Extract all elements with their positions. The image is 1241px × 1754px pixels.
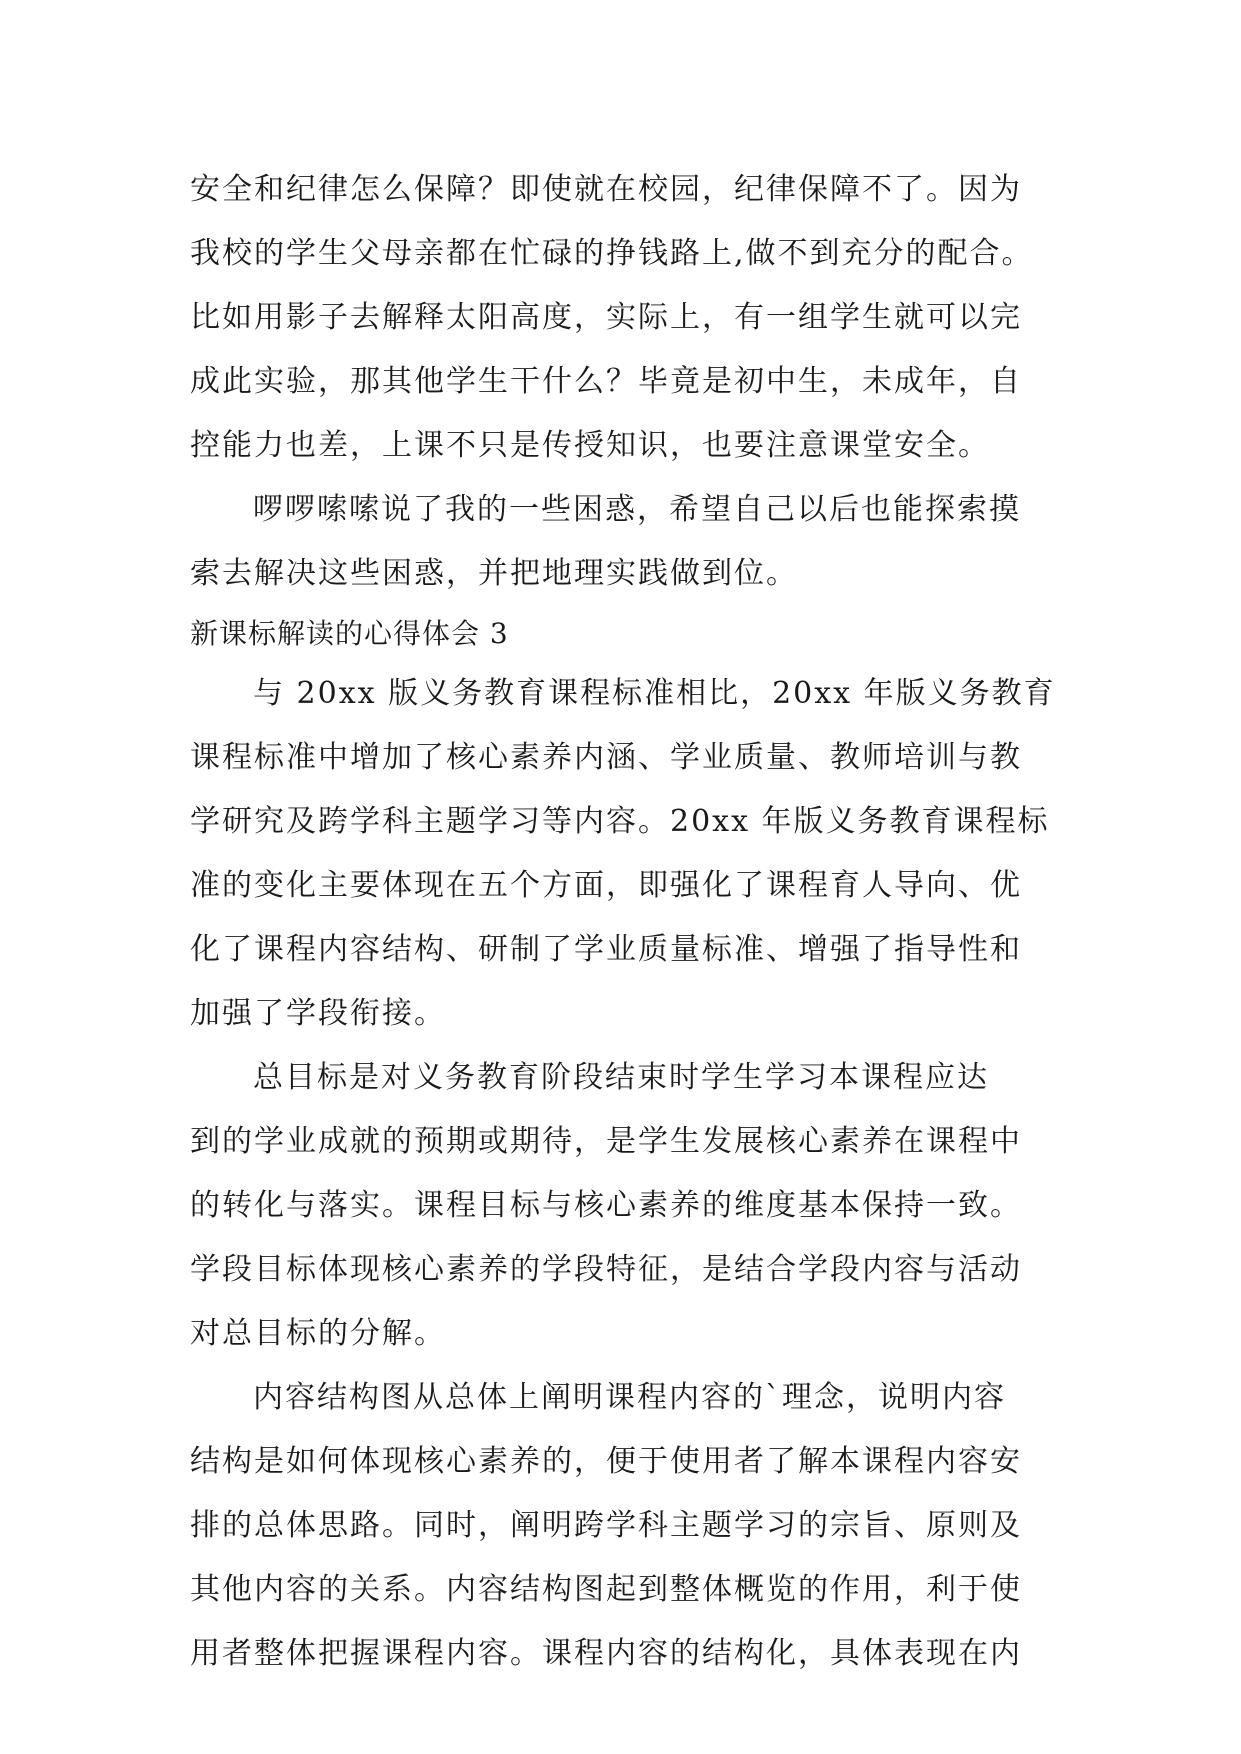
text-line: 课程标准中增加了核心素养内涵、学业质量、教师培训与教 [190, 740, 1022, 775]
paragraph-4 [190, 1046, 1090, 1366]
text-line: 我校的学生父母亲都在忙碌的挣钱路上,做不到充分的配合。 [190, 236, 1034, 271]
text-line: 索去解决这些困惑，并把地理实践做到位。 [190, 556, 798, 591]
paragraph-1 [190, 158, 1090, 478]
text-line: 加强了学段衔接。 [190, 996, 446, 1031]
section-heading: 新课标解读的心得体会 3 [190, 617, 509, 650]
text-line: 与 20xx 版义务教育课程标准相比，20xx 年版义务教育 [253, 676, 1056, 711]
text-line: 学研究及跨学科主题学习等内容。20xx 年版义务教育课程标 [190, 804, 1050, 839]
text-line: 准的变化主要体现在五个方面，即强化了课程育人导向、优 [190, 868, 1022, 903]
text-line: 总目标是对义务教育阶段结束时学生学习本课程应达 [253, 1060, 989, 1095]
text-line: 内容结构图从总体上阐明课程内容的`理念，说明内容 [253, 1380, 1006, 1415]
text-line: 成此实验，那其他学生干什么？毕竟是初中生，未成年，自 [190, 364, 1022, 399]
text-line: 安全和纪律怎么保障？即使就在校园，纪律保障不了。因为 [190, 172, 1022, 207]
text-line: 比如用影子去解释太阳高度，实际上，有一组学生就可以完 [190, 300, 1022, 335]
text-line: 到的学业成就的预期或期待，是学生发展核心素养在课程中 [190, 1124, 1022, 1159]
text-line: 排的总体思路。同时，阐明跨学科主题学习的宗旨、原则及 [190, 1508, 1022, 1543]
text-line: 其他内容的关系。内容结构图起到整体概览的作用，利于使 [190, 1572, 1022, 1607]
text-line: 用者整体把握课程内容。课程内容的结构化，具体表现在内 [190, 1636, 1022, 1671]
text-line: 啰啰嗦嗦说了我的一些困惑，希望自己以后也能探索摸 [253, 492, 1021, 527]
text-line: 控能力也差，上课不只是传授知识，也要注意课堂安全。 [190, 428, 990, 463]
text-line: 结构是如何体现核心素养的，便于使用者了解本课程内容安 [190, 1444, 1022, 1479]
text-line: 对总目标的分解。 [190, 1316, 446, 1351]
paragraph-3 [190, 662, 1090, 1046]
document-body [190, 158, 1090, 1686]
text-line: 的转化与落实。课程目标与核心素养的维度基本保持一致。 [190, 1188, 1022, 1223]
paragraph-5 [190, 1366, 1090, 1686]
paragraph-2 [190, 478, 1090, 606]
text-line: 化了课程内容结构、研制了学业质量标准、增强了指导性和 [190, 932, 1022, 967]
text-line: 学段目标体现核心素养的学段特征，是结合学段内容与活动 [190, 1252, 1022, 1287]
